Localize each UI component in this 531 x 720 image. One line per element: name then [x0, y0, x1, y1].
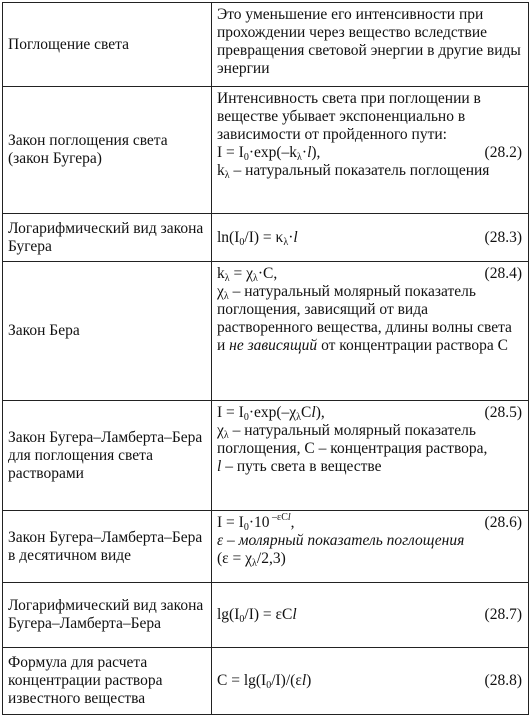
table-row — [3, 87, 529, 214]
equation: $I = I_0\cdot\exp(-k_\lambda\cdot l)$, — [217, 144, 321, 163]
light-absorption-table — [2, 2, 529, 715]
term-cell: Логарифмический вид закона Бугера–Ламберта–Бера — [3, 583, 212, 648]
symbol-note: $\chi_\lambda$ – натуральный молярный показатель поглощения, С – концентрация раствора, — [217, 422, 488, 457]
table-row — [3, 511, 529, 583]
equation-line — [217, 672, 522, 690]
equation-line — [217, 514, 522, 532]
equation-line — [217, 229, 522, 247]
equation-number: (28.3) — [484, 228, 522, 246]
equation-number: (28.2) — [484, 144, 522, 161]
equation: $I = I_0\cdot 10$ $^{-\varepsilon Cl}$, — [217, 512, 295, 533]
symbol-note: $(\varepsilon = \chi_\lambda/2,3)$ — [217, 550, 286, 569]
symbol-note: $k_\lambda$ – натуральный показатель поглощения — [217, 162, 490, 181]
equation-line — [217, 144, 522, 162]
table-row — [3, 262, 529, 401]
equation-line — [217, 606, 522, 624]
term-cell: Поглощение света — [3, 3, 212, 87]
term-cell: Закон Бугера–Ламберта–Бера в десятичном виде — [3, 511, 212, 583]
definition-cell — [212, 87, 529, 214]
equation-line — [217, 265, 522, 283]
definition-text: Это уменьшение его интенсивности при прохождении через вещество вследствие превращения световой энергии в другие виды энергии — [217, 6, 521, 77]
table-row — [3, 401, 529, 511]
table-row — [3, 214, 529, 262]
table-row — [3, 583, 529, 648]
term-cell: Закон Бугера–Ламберта–Бера для поглощения света растворами — [3, 401, 212, 511]
equation-number: (28.4) — [484, 265, 522, 282]
equation-number: (28.5) — [484, 404, 522, 421]
definition-cell — [212, 648, 529, 715]
definition-cell — [212, 262, 529, 401]
term-cell: Логарифмический вид закона Бугера — [3, 214, 212, 262]
definition-cell — [212, 401, 529, 511]
equation-number: (28.6) — [484, 514, 522, 531]
symbol-note: ε – молярный показатель поглощения — [217, 532, 465, 549]
definition-cell — [212, 214, 529, 262]
equation: $I = I_0\cdot\exp(-\chi_\lambda Cl)$, — [217, 404, 325, 423]
definition-cell — [212, 583, 529, 648]
equation-number: (28.7) — [484, 606, 522, 623]
equation: $\lg(I_0/I) = \varepsilon Cl$ — [217, 606, 297, 625]
definition-cell — [212, 511, 529, 583]
symbol-note: $\chi_\lambda$ – натуральный молярный показатель поглощения, зависящий от вида растворенного вещества, длины волны света и не зависящий от концентрации раствора С — [217, 283, 512, 354]
definition-cell — [212, 3, 529, 87]
equation: $k_\lambda = \chi_\lambda\cdot C$, — [217, 265, 278, 284]
definition-text: Интенсивность света при поглощении в веществе убывает экспоненциально в зависимости от пройденного пути: — [217, 90, 481, 143]
term-cell: Закон поглощения света (закон Бугера) — [3, 87, 212, 214]
equation: $\ln(I_0/I) = \kappa_\lambda\cdot l$ — [217, 228, 298, 248]
equation-number: (28.8) — [484, 672, 522, 689]
term-cell: Формула для расчета концентрации раствора известного вещества — [3, 648, 212, 715]
term-cell: Закон Бера — [3, 262, 212, 401]
symbol-note: l – путь света в веществе — [217, 458, 382, 475]
table-row — [3, 3, 529, 87]
equation-line — [217, 404, 522, 422]
table-row — [3, 648, 529, 715]
equation: $C = \lg(I_0/I)/(\varepsilon l)$ — [217, 672, 312, 691]
